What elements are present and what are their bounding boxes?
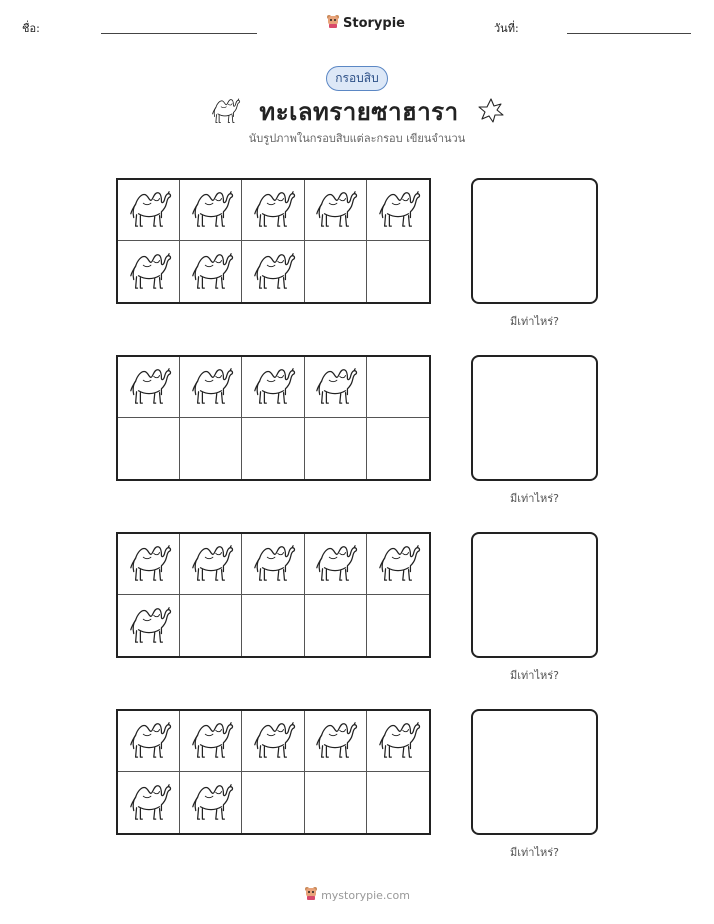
footer-url: mystorypie.com [321,888,410,902]
answer-box[interactable] [471,709,598,835]
ten-frame-cell [242,180,304,241]
camel-icon [250,717,296,765]
ten-frame-cell [242,418,304,479]
ten-frame-cell [305,241,367,302]
instructions: นับรูปภาพในกรอบสิบแต่ละกรอบ เขียนจำนวน [248,132,466,145]
ten-frame-cell [242,357,304,418]
ten-frame-cell [367,534,429,595]
camel-icon [375,717,421,765]
camel-icon [188,248,234,296]
brand-name: Storypie [343,15,405,31]
ten-frame-cell [242,595,304,656]
camel-icon [312,363,358,411]
camel-icon [126,540,172,588]
ten-frame-cell [180,534,242,595]
ten-frame-cell [180,241,242,302]
ten-frame-cell [180,180,242,241]
ten-frame-cell [367,595,429,656]
camel-icon [375,186,421,234]
camel-icon [312,717,358,765]
ten-frame-cell [305,418,367,479]
ten-frame [116,178,431,304]
ten-frame-cell [305,772,367,833]
ten-frame [116,355,431,481]
footer [0,885,714,905]
ten-frame-cell [367,772,429,833]
how-many-question: มีเท่าไหร่? [510,846,559,859]
ten-frame-cell [305,180,367,241]
ten-frame-cell [242,534,304,595]
page-title: ทะเลทรายซาฮารา [259,98,459,126]
camel-icon [250,363,296,411]
camel-icon [126,602,172,650]
camel-icon [126,363,172,411]
storypie-logo-icon [326,13,340,33]
date-line[interactable] [567,33,691,34]
ten-frame-cell [242,711,304,772]
ten-frame [116,709,431,835]
camel-icon [250,186,296,234]
ten-frame-cell [118,772,180,833]
ten-frame-cell [367,180,429,241]
ten-frame-cell [118,357,180,418]
how-many-question: มีเท่าไหร่? [510,669,559,682]
camel-icon [188,363,234,411]
camel-icon [126,779,172,827]
title-row [0,92,714,131]
ten-frame-cell [367,711,429,772]
ten-frame-cell [242,772,304,833]
brand-logo [326,13,405,33]
ten-frame-cell [180,595,242,656]
ten-frame-cell [305,534,367,595]
name-line[interactable] [101,33,257,34]
ten-frame-cell [367,357,429,418]
ten-frame-cell [180,357,242,418]
ten-frame-cell [118,595,180,656]
camel-icon [375,540,421,588]
date-label: วันที่: [494,22,519,35]
storypie-logo-icon [304,885,318,905]
ten-frame-cell [305,711,367,772]
star-icon [477,97,505,127]
answer-box[interactable] [471,355,598,481]
camel-icon [209,95,241,129]
camel-icon [188,186,234,234]
camel-icon [126,248,172,296]
answer-box[interactable] [471,532,598,658]
ten-frame-cell [118,241,180,302]
ten-frame-cell [118,711,180,772]
ten-frame-cell [242,241,304,302]
how-many-question: มีเท่าไหร่? [510,315,559,328]
ten-frame-cell [180,711,242,772]
camel-icon [312,540,358,588]
camel-icon [250,540,296,588]
camel-icon [188,540,234,588]
ten-frame-cell [305,357,367,418]
ten-frame-cell [180,772,242,833]
camel-icon [188,779,234,827]
ten-frame-cell [118,180,180,241]
name-label: ชื่อ: [22,22,40,35]
ten-frame-cell [118,418,180,479]
camel-icon [312,186,358,234]
camel-icon [126,717,172,765]
how-many-question: มีเท่าไหร่? [510,492,559,505]
ten-frame-cell [367,418,429,479]
camel-icon [250,248,296,296]
answer-box[interactable] [471,178,598,304]
camel-icon [126,186,172,234]
ten-frame-cell [118,534,180,595]
ten-frame-cell [367,241,429,302]
ten-frame [116,532,431,658]
ten-frame-cell [180,418,242,479]
ten-frame-cell [305,595,367,656]
camel-icon [188,717,234,765]
topic-badge: กรอบสิบ [326,66,388,91]
